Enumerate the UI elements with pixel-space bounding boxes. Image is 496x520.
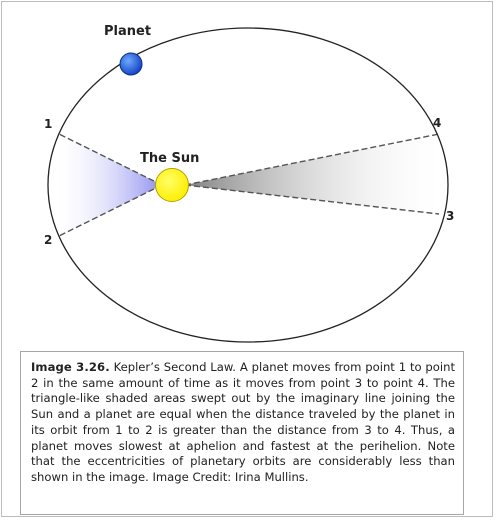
caption-box [20, 351, 464, 515]
swept-area-left [54, 134, 163, 236]
sun [156, 169, 189, 202]
planet [120, 53, 142, 75]
sun-label: The Sun [140, 151, 200, 166]
planet-label: Planet [104, 24, 152, 39]
caption-text [31, 360, 455, 486]
point-2-label: 2 [44, 233, 53, 247]
point-1-label: 1 [44, 117, 53, 131]
point-3-label: 3 [446, 209, 455, 223]
point-4-label: 4 [433, 116, 442, 130]
swept-area-right [185, 134, 443, 214]
caption-title: Image 3.26. [31, 360, 110, 374]
caption-body: Kepler’s Second Law. A planet moves from point 1 to point 2 in the same amount of time as it moves from point 3 to point 4. The triangle-like shaded areas swept out by the imaginary line joining the Sun and a planet are equal when the distance traveled by the planet in its orbit from 1 to 2 is greater than the distance from 3 to 4. Thus, a planet moves slowest at aphelion and fastest at the perihelion. Note that the eccentricities of planetary orbits are considerably less than shown in the image. Image Credit: Irina Mullins. [31, 360, 455, 484]
